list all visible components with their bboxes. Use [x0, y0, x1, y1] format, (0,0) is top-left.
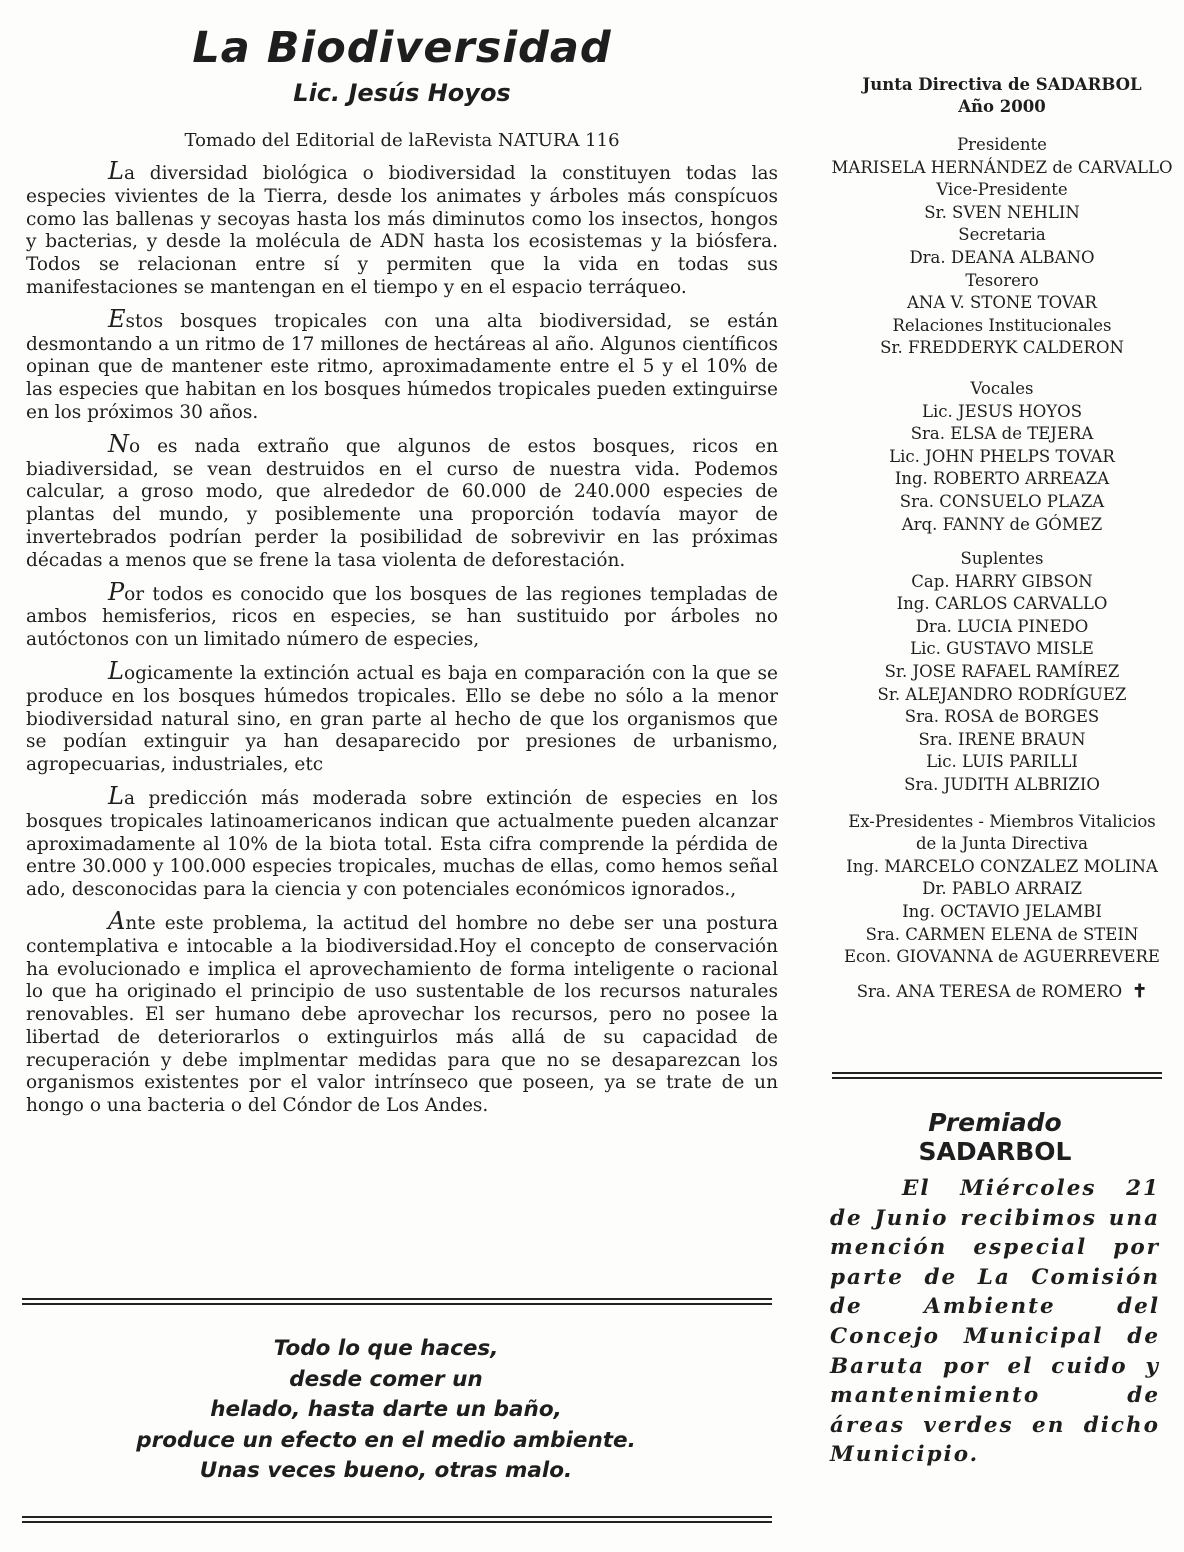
award-subtitle: SADARBOL: [918, 1137, 1072, 1166]
board-member: Sra. CARMEN ELENA de STEIN: [865, 924, 1139, 944]
award-title: Premiado: [928, 1108, 1062, 1137]
board-member: Lic. LUIS PARILLI: [926, 752, 1078, 772]
paragraph-initial: A: [108, 906, 126, 935]
board-member: Ing. OCTAVIO JELAMBI: [902, 902, 1102, 921]
paragraph-text: stos bosques tropicales con una alta biodiversidad, se están desmontando a un ritmo de 17 millones de hectáreas al año. Algunos científicos opinan que de mantener este ritmo, aproximadamente entre el 5 y el 10% de las especies que habitan en los bosques húmedos tropicales pueden extinguirse en los próximos 30 años.: [26, 310, 778, 423]
board-member: Ing. ROBERTO ARREAZA: [894, 469, 1110, 489]
article-paragraph: [26, 304, 778, 425]
board-member: Dr. PABLO ARRAIZ: [922, 879, 1082, 899]
board-member: Arq. FANNY de GÓMEZ: [901, 514, 1103, 534]
quote-box: [66, 1334, 706, 1487]
article-paragraph: [26, 157, 778, 300]
quote-line: produce un efecto en el medio ambiente.: [136, 1427, 636, 1453]
paragraph-initial: L: [108, 781, 124, 810]
quote-line: desde comer un: [289, 1366, 483, 1392]
board-member: Sra. JUDITH ALBRIZIO: [904, 775, 1100, 795]
board-member: Cap. HARRY GIBSON: [911, 571, 1093, 591]
board-role: Tesorero: [965, 270, 1039, 290]
quote-line: Todo lo que haces,: [273, 1336, 499, 1361]
board-member: Sr. FREDDERYK CALDERON: [880, 338, 1124, 358]
article-paragraph: [26, 781, 778, 902]
board-member: Sra. ROSA de BORGES: [904, 707, 1100, 727]
paragraph-initial: E: [108, 304, 126, 333]
board-member: Lic. JOHN PHELPS TOVAR: [889, 446, 1115, 466]
paragraph-text: a predicción más moderada sobre extinción de especies en los bosques tropicales latinoamericanos indican que actualmente pueden alcanzar aproximadamente al 10% de la biota total. Esta cifra comprende la pérdida de entre 30.000 y 100.000 especies tropicales, muchas de ellas, como hemos señal ado, desconocidas para la ciencia y con potenciales económicos ignorados.,: [26, 787, 778, 901]
quote-line: helado, hasta darte un baño,: [210, 1397, 562, 1422]
cross-icon: ✝: [1132, 980, 1148, 1002]
board-member: Dra. DEANA ALBANO: [909, 247, 1095, 267]
board-member: Dra. LUCIA PINEDO: [915, 616, 1089, 636]
paragraph-text: ogicamente la extinción actual es baja en comparación con la que se produce en los bosques húmedos tropicales. Ello se debe no sólo a la menor biodiversidad natural sino, en gran parte al hecho de que los organismos que se podían extinguir ya han desaparecido por presiones de urbanismo, agropecuarias, industriales, etc: [26, 662, 778, 776]
board-member: Sr. JOSE RAFAEL RAMÍREZ: [884, 662, 1120, 682]
board-member: Ing. CARLOS CARVALLO: [896, 594, 1108, 614]
board-member: Ing. MARCELO CONZALEZ MOLINA: [846, 856, 1158, 876]
board-member: MARISELA HERNÁNDEZ de CARVALLO: [831, 157, 1173, 177]
board-heading: Junta Directiva de SADARBOL: [862, 75, 1142, 94]
paragraph-initial: L: [108, 656, 124, 685]
board-role: Suplentes: [960, 549, 1044, 569]
board-member: Sr. ALEJANDRO RODRÍGUEZ: [877, 684, 1127, 704]
article-column: [26, 22, 778, 1126]
paragraph-text: a diversidad biológica o biodiversidad la constituyen todas las especies vivientes de la Tierra, desde los animates y árboles más conspícuos como las ballenas y secoyas hasta los más diminutos como los insectos, hongos y bacterias, y desde la molécula de ADN hasta los ecosistemas y la biósfera. Todos se relacionan entre sí y permiten que la vida en todas sus manifestaciones se mantengan en el tiempo y en el espacio terráqueo.: [26, 163, 778, 298]
article-source: Tomado del Editorial de laRevista NATURA 116: [184, 130, 620, 151]
article-paragraph: [26, 577, 778, 652]
board-member: Sra. CONSUELO PLAZA: [899, 491, 1105, 511]
paragraph-text: o es nada extraño que algunos de estos bosques, ricos en biadiversidad, se vean destruidos en el curso de nuestra vida. Podemos calcular, a groso modo, que alrededor de 60.000 de 240.000 especies de plantas del mundo, y posiblemente una proporción todavía mayor de invertebrados podrían perder la posibilidad de sobrevivir en las próximas décadas a menos que se frene la tasa violenta de deforestación.: [26, 435, 778, 571]
board-role: Secretaria: [958, 225, 1046, 245]
board-role: Vocales: [970, 378, 1034, 398]
article-paragraph: [26, 906, 778, 1118]
paragraph-initial: P: [108, 577, 125, 606]
board-role: Relaciones Institucionales: [892, 315, 1112, 335]
board-year: Año 2000: [958, 97, 1046, 116]
board-member: Sra. ELSA de TEJERA: [910, 424, 1094, 444]
quote-top-rule: [22, 1298, 772, 1305]
article-title: La Biodiversidad: [192, 23, 612, 73]
paragraph-text: or todos es conocido que los bosques de las regiones templadas de ambos hemisferios, ricos en especies, se han sustituido por árboles no autóctonos con un limitado número de especies,: [26, 583, 778, 651]
award-text: El Miércoles 21 de Junio recibimos una mención especial por parte de La Comisión de Ambiente del Concejo Municipal de Baruta por el cuido y mantenimiento de áreas verdes en dicho Municipio.: [830, 1176, 1160, 1468]
quote-line: Unas veces bueno, otras malo.: [199, 1458, 573, 1483]
article-author: Lic. Jesús Hoyos: [293, 79, 511, 107]
board-member: Lic. GUSTAVO MISLE: [910, 639, 1094, 659]
award-top-rule: [832, 1072, 1162, 1079]
board-member: Econ. GIOVANNA de AGUERREVERE: [844, 947, 1160, 967]
board-role: Vice-Presidente: [936, 180, 1068, 200]
board-member: Sra. ANA TERESA de ROMERO: [856, 981, 1123, 1001]
board-column: [826, 74, 1178, 1003]
board-officers: [826, 134, 1178, 1003]
paragraph-initial: L: [108, 157, 124, 185]
article-paragraph: [26, 429, 778, 573]
award-box: [830, 1108, 1160, 1470]
quote-bottom-rule: [22, 1516, 772, 1523]
board-member: Sr. SVEN NEHLIN: [924, 202, 1080, 222]
board-role: Presidente: [957, 135, 1047, 154]
board-role: de la Junta Directiva: [916, 834, 1088, 854]
board-member: Lic. JESUS HOYOS: [921, 401, 1083, 421]
board-member: Sra. IRENE BRAUN: [918, 729, 1086, 749]
paragraph-text: nte este problema, la actitud del hombre no debe ser una postura contemplativa e intocable a la biodiversidad.Hoy el concepto de conservación ha evolucionado e implica el aprovechamiento de forma inteligente o racional lo que ha originado el principio de uso sustentable de los recursos naturales renovables. El ser humano debe aprovechar los recursos, pero no posee la libertad de deteriorarlos o extinguirlos más allá de su capacidad de recuperación y debe implmentar medidas para que no se desaparezcan los organismos existentes por el valor intrínseco que poseen, ya se trate de un hongo o una bacteria o del Cóndor de Los Andes.: [26, 912, 778, 1117]
board-role: Ex-Presidentes - Miembros Vitalicios: [848, 811, 1156, 831]
article-paragraph: [26, 656, 778, 777]
board-memorial: [826, 981, 1178, 1004]
board-member: ANA V. STONE TOVAR: [907, 293, 1097, 313]
article-body: [26, 157, 778, 1118]
paragraph-initial: N: [108, 429, 129, 458]
